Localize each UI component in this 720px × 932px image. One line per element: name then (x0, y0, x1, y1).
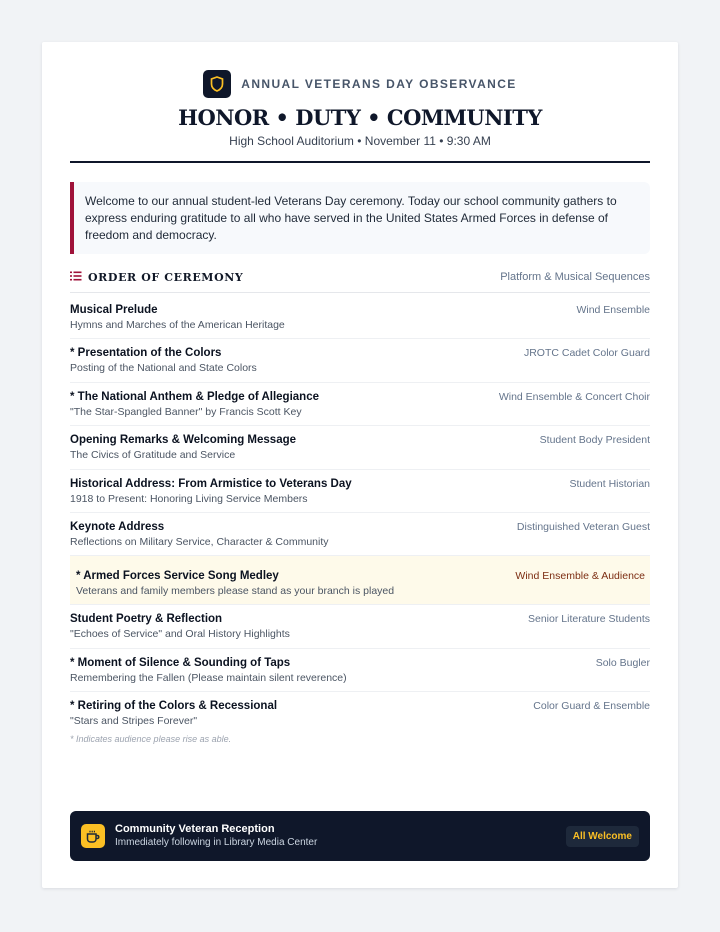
item-performer: Wind Ensemble (576, 304, 650, 316)
item-title: Opening Remarks & Welcoming Message (70, 434, 297, 447)
item-title: Student Poetry & Reflection (70, 613, 223, 626)
eyebrow-text: ANNUAL VETERANS DAY OBSERVANCE (241, 77, 517, 91)
reception-banner (70, 811, 650, 861)
program-item (70, 470, 650, 513)
item-performer: Distinguished Veteran Guest (516, 520, 650, 533)
item-title: Musical Prelude (70, 304, 158, 316)
program-section-header (70, 271, 650, 293)
item-performer: Student Body President (539, 434, 650, 447)
program-section-title (70, 271, 243, 284)
reception-subtitle: Immediately following in Library Media Center (115, 837, 318, 848)
reception-title: Community Veteran Reception (115, 823, 275, 835)
program-item (70, 692, 650, 735)
section-note: Platform & Musical Sequences (500, 271, 650, 283)
item-subtitle: Hymns and Marches of the American Heritage (70, 319, 285, 331)
header-eyebrow (42, 70, 678, 98)
section-title-text: ORDER OF CEREMONY (88, 271, 244, 284)
program-item (70, 426, 650, 469)
reception-text (115, 822, 566, 850)
item-performer: Solo Bugler (595, 656, 650, 669)
page-subtitle: High School Auditorium • November 11 • 9:30 AM (229, 134, 491, 148)
program-item-highlighted (70, 556, 650, 605)
item-subtitle: "The Star-Spangled Banner" by Francis Scott Key (70, 405, 302, 418)
program-item (70, 605, 650, 648)
item-subtitle: Posting of the National and State Colors (70, 362, 257, 375)
program-item (70, 383, 650, 426)
page-title: HONOR • DUTY • COMMUNITY (178, 105, 542, 130)
item-title: * Armed Forces Service Song Medley (76, 570, 279, 583)
coffee-cup-icon (81, 824, 105, 848)
item-title: Historical Address: From Armistice to Veterans Day (70, 477, 352, 490)
welcome-text: Welcome to our annual student-led Veterans Day ceremony. Today our school community gathers to express enduring gratitude to all who have served in the United States Armed Forces in defense of freedom and democracy. (85, 194, 617, 242)
item-title: Keynote Address (70, 520, 165, 533)
item-subtitle: 1918 to Present: Honoring Living Service Members (70, 492, 308, 505)
item-title: * Presentation of the Colors (70, 347, 222, 360)
all-welcome-badge: All Welcome (566, 826, 639, 847)
program-item (70, 339, 650, 382)
header-divider (70, 161, 650, 163)
program-page (42, 42, 678, 888)
program-list (70, 296, 650, 736)
item-title: * Moment of Silence & Sounding of Taps (70, 656, 291, 669)
item-subtitle: "Echoes of Service" and Oral History Highlights (70, 628, 290, 641)
program-item (70, 296, 650, 339)
item-performer: Senior Literature Students (528, 613, 650, 626)
item-title: * Retiring of the Colors & Recessional (70, 700, 278, 713)
item-subtitle: The Civics of Gratitude and Service (70, 449, 236, 462)
item-subtitle: Reflections on Military Service, Character & Community (70, 535, 329, 548)
item-performer: Wind Ensemble & Audience (515, 570, 645, 583)
program-item (70, 513, 650, 556)
list-icon (70, 271, 82, 284)
item-performer: Student Historian (569, 477, 650, 490)
item-performer: Wind Ensemble & Concert Choir (498, 390, 650, 403)
program-item (70, 649, 650, 692)
shield-icon (203, 70, 231, 98)
item-title: * The National Anthem & Pledge of Allegiance (70, 390, 319, 403)
item-subtitle: Veterans and family members please stand as your branch is played (76, 585, 395, 598)
item-performer: Color Guard & Ensemble (533, 700, 650, 713)
item-performer: JROTC Cadet Color Guard (523, 347, 650, 360)
footnote: * Indicates audience please rise as able. (70, 734, 232, 744)
welcome-callout (70, 182, 650, 254)
item-subtitle: "Stars and Stripes Forever" (70, 715, 198, 728)
item-subtitle: Remembering the Fallen (Please maintain silent reverence) (70, 671, 347, 684)
